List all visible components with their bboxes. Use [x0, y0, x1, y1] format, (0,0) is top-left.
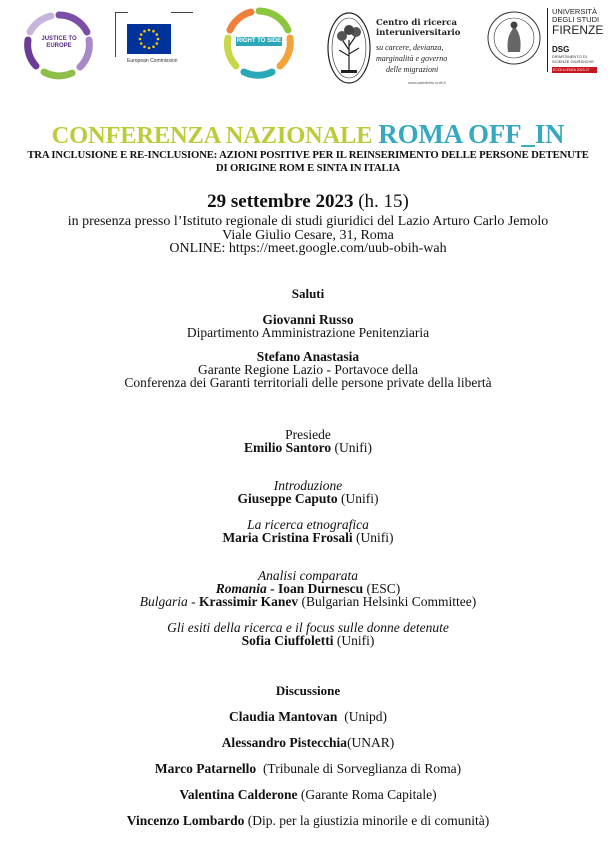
title-part2: ROMA OFF_IN: [378, 119, 565, 149]
presiede-label: Presiede: [285, 427, 331, 442]
conference-title: [0, 119, 616, 151]
dsg-subtitle-line1: DIPARTIMENTO DI: [552, 54, 587, 59]
discussione-item: [0, 709, 616, 724]
event-address: Viale Giulio Cesare, 31, Roma: [222, 227, 394, 243]
discussione-name: Vincenzo Lombardo: [126, 813, 245, 828]
analisi-aff1: (ESC): [366, 581, 401, 596]
dsg-excellence-badge: ECCELLENZA 2023-27: [552, 67, 597, 73]
saluti-speaker1-role: Dipartimento Amministrazione Penitenziaria: [186, 325, 430, 340]
unifi-line2: DEGLI STUDI: [552, 15, 600, 24]
ricerca-label: La ricerca etnografica: [247, 517, 369, 532]
introduzione-name: Giuseppe Caputo: [237, 491, 338, 506]
eu-top-line: [171, 12, 193, 13]
subtitle-line1: TRA INCLUSIONE E RE-INCLUSIONE: AZIONI POSITIVE PER IL REINSERIMENTO DELLE PERSONE DETENUTE: [27, 149, 589, 161]
research-centre-subtitle-line2: marginalità e governo: [376, 54, 448, 63]
presiede-line: [0, 440, 616, 455]
subtitle-line2: DI ORIGINE ROM E SINTA IN ITALIA: [215, 162, 401, 174]
altro-diritto-seal: [326, 10, 372, 86]
unifi-line1: UNIVERSITÀ: [552, 7, 598, 16]
justice-to-europe-text: JUSTICE TO EUROPE: [41, 36, 77, 49]
dsg-label: DSG: [552, 45, 570, 54]
event-date: [0, 191, 616, 213]
ricerca-affiliation: (Unifi): [356, 530, 394, 545]
research-centre-title: [376, 18, 460, 38]
research-centre-subtitle-line3: delle migrazioni: [386, 65, 439, 74]
event-time: (h. 15): [358, 191, 409, 212]
event-online-link[interactable]: ONLINE: https://meet.google.com/uub-obih-wah: [169, 241, 447, 256]
right-to-side-text: RIGHT TO SIDE: [236, 38, 282, 44]
research-centre-url: www.adirdiritto.unifi.it: [408, 80, 446, 85]
analisi-country2: Bulgaria: [139, 594, 188, 609]
discussione-name: Valentina Calderone: [179, 787, 298, 802]
event-venue-block: [0, 215, 616, 256]
analisi-sep1: -: [266, 581, 278, 596]
research-centre-subtitle: [376, 42, 447, 75]
discussione-name: Marco Patarnello: [154, 761, 257, 776]
discussione-item: [0, 813, 616, 828]
esiti-name: Sofia Ciuffoletti: [241, 633, 334, 648]
discussione-affiliation: (UNAR): [347, 735, 395, 750]
analisi-country1: Romania: [215, 581, 267, 596]
research-centre-title-line2: interuniversitario: [376, 28, 461, 38]
presiede-affiliation: (Unifi): [334, 440, 372, 455]
european-commission-logo: [113, 10, 193, 76]
conference-subtitle: [0, 149, 616, 175]
research-centre-subtitle-line1: su carcere, devianza,: [376, 43, 444, 52]
event-date-value: 29 settembre 2023: [207, 191, 354, 212]
saluti-speaker2-name: Stefano Anastasia: [256, 349, 360, 364]
analisi-label: Analisi comparata: [257, 568, 359, 583]
introduzione-label: Introduzione: [273, 478, 343, 493]
discussione-item: [0, 787, 616, 802]
right-to-side-logo: [222, 6, 296, 80]
presiede-name: Emilio Santoro: [243, 440, 332, 455]
analisi-name2: Krassimir Kanev: [199, 594, 299, 609]
discussione-name: Claudia Mantovan: [229, 709, 338, 724]
discussione-item: [0, 735, 616, 750]
esiti-label: Gli esiti della ricerca e il focus sulle donne detenute: [167, 620, 449, 635]
unifi-wordmark: [552, 8, 603, 37]
esiti-affiliation: (Unifi): [336, 633, 375, 648]
unifi-seal: [486, 8, 542, 68]
title-part1: CONFERENZA NAZIONALE: [51, 122, 373, 149]
analisi-name1: Ioan Durnescu: [278, 581, 364, 596]
discussione-affiliation: (Tribunale di Sorveglianza di Roma): [262, 761, 462, 776]
eu-flag-icon: [127, 24, 171, 54]
analisi-sep2: -: [187, 594, 200, 609]
discussione-name: Alessandro Pistecchia: [221, 735, 348, 750]
research-centre-title-line1: Centro di ricerca: [376, 18, 457, 28]
saluti-speaker2-role2: Conferenza dei Garanti territoriali delle persone private della libertà: [124, 375, 492, 390]
saluti-speaker2-role1: Garante Regione Lazio - Portavoce della: [197, 362, 419, 377]
unifi-divider: [547, 8, 548, 72]
discussione-affiliation: (Garante Roma Capitale): [300, 787, 437, 802]
discussione-affiliation: (Unipd): [344, 709, 387, 724]
analisi-aff2: (Bulgarian Helsinki Committee): [301, 594, 477, 609]
discussione-heading: Discussione: [275, 683, 341, 698]
eu-commission-text: European Commission: [127, 58, 178, 64]
logo-strip: [0, 0, 616, 100]
saluti-speaker1-name: Giovanni Russo: [262, 312, 354, 327]
introduzione-line: [0, 491, 616, 506]
ricerca-line: [0, 530, 616, 545]
unifi-line3: FIRENZE: [552, 23, 604, 37]
introduzione-affiliation: (Unifi): [341, 491, 379, 506]
discussione-item: [0, 761, 616, 776]
esiti-line: [0, 633, 616, 648]
saluti-heading: Saluti: [291, 286, 325, 301]
dsg-subtitle: [552, 54, 594, 64]
analisi-line2: [0, 594, 616, 609]
justice-to-europe-logo: [22, 10, 96, 80]
dsg-subtitle-line2: SCIENZE GIURIDICHE: [552, 59, 595, 64]
discussione-affiliation: (Dip. per la giustizia minorile e di comunità): [247, 813, 490, 828]
event-venue: in presenza presso l’Istituto regionale di studi giuridici del Lazio Arturo Carlo Jemolo: [67, 214, 549, 229]
ricerca-name: Maria Cristina Frosali: [222, 530, 353, 545]
